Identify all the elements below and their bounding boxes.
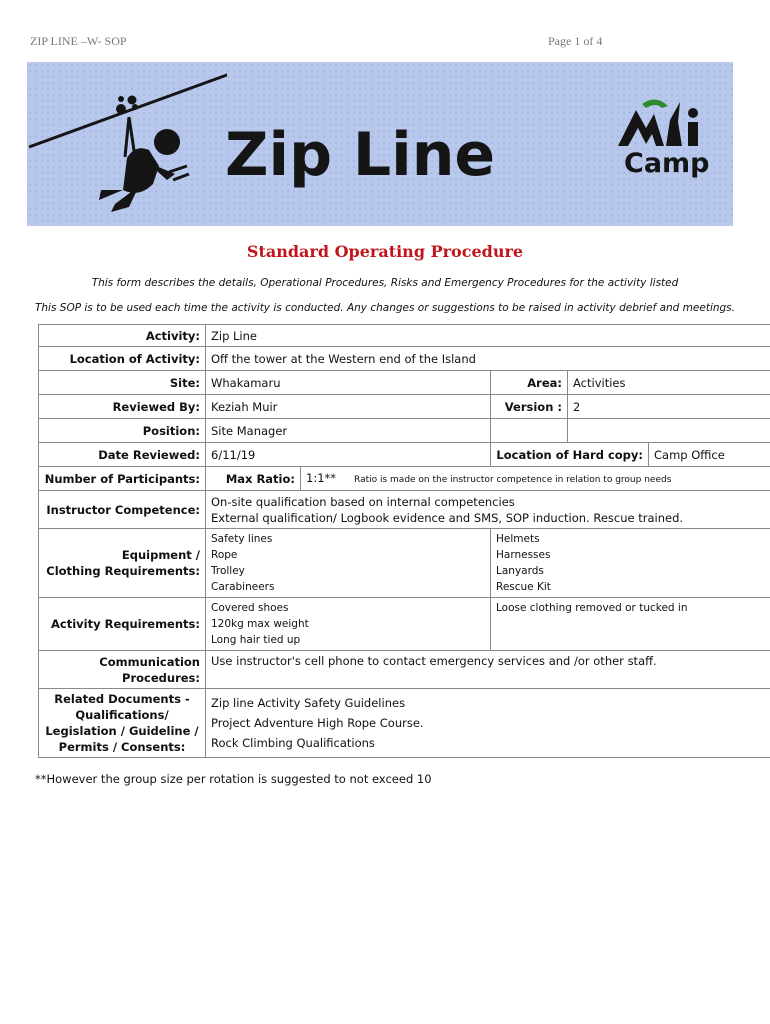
table-row-communication <box>39 651 770 689</box>
competence-label: Instructor Competence: <box>39 491 206 529</box>
list-item: Rock Climbing Qualifications <box>211 736 375 750</box>
communication-value: Use instructor's cell phone to contact emergency services and /or other staff. <box>206 651 770 689</box>
max-ratio-label: Max Ratio: <box>206 467 301 491</box>
communication-label <box>39 651 206 689</box>
related-label-line: Qualifications/ <box>75 708 169 722</box>
activity-req-list-right <box>491 598 770 651</box>
intro-line-1: This form describes the details, Operational Procedures, Risks and Emergency Procedures for the activity listed <box>91 277 679 289</box>
equipment-label-line: Equipment / <box>121 548 200 562</box>
reviewed-label: Reviewed By: <box>39 395 206 419</box>
footnote: **However the group size per rotation is suggested to not exceed 10 <box>35 772 432 786</box>
activity-label: Activity: <box>39 325 206 347</box>
related-label <box>39 689 206 758</box>
activity-value: Zip Line <box>206 325 770 347</box>
participants-label: Number of Participants: <box>39 467 206 491</box>
activity-req-label: Activity Requirements: <box>39 598 206 651</box>
sop-details-table <box>38 324 770 758</box>
list-item: Zip line Activity Safety Guidelines <box>211 696 406 710</box>
table-row-position <box>39 419 770 443</box>
camp-logo <box>612 92 717 187</box>
mi-logo-icon <box>612 92 717 152</box>
equipment-label-line: Clothing Requirements: <box>46 564 200 578</box>
competence-line: On-site qualification based on internal competencies <box>211 494 515 509</box>
list-item: Loose clothing removed or tucked in <box>496 602 688 614</box>
list-item: Rope <box>211 549 238 561</box>
equipment-label <box>39 529 206 598</box>
running-header-left: ZIP LINE –W- SOP <box>30 34 127 48</box>
related-label-line: Related Documents - <box>54 692 190 706</box>
list-item: Project Adventure High Rope Course. <box>211 716 424 730</box>
table-row-equipment <box>39 529 770 598</box>
related-label-line: Permits / Consents: <box>58 740 186 754</box>
zipline-rider-icon <box>27 62 227 226</box>
table-row-location <box>39 347 770 371</box>
version-label: Version : <box>491 395 568 419</box>
location-value: Off the tower at the Western end of the Island <box>206 347 770 371</box>
table-row-date <box>39 443 770 467</box>
table-row-activity-requirements <box>39 598 770 651</box>
date-label: Date Reviewed: <box>39 443 206 467</box>
hard-copy-label: Location of Hard copy: <box>491 443 649 467</box>
title-banner <box>27 62 733 226</box>
position-label: Position: <box>39 419 206 443</box>
empty-cell <box>568 419 770 443</box>
equipment-list-right <box>491 529 770 598</box>
equipment-list-left <box>206 529 491 598</box>
empty-cell <box>491 419 568 443</box>
list-item: Long hair tied up <box>211 634 301 646</box>
max-ratio-cell <box>301 467 770 491</box>
table-row-reviewed <box>39 395 770 419</box>
intro-line-2: This SOP is to be used each time the activity is conducted. Any changes or suggestions to be raised in activity debrief and meetings. <box>34 302 735 314</box>
hard-copy-value: Camp Office <box>649 443 770 467</box>
reviewed-value: Keziah Muir <box>206 395 491 419</box>
position-value: Site Manager <box>206 419 491 443</box>
ratio-note: Ratio is made on the instructor competence in relation to group needs <box>354 474 672 485</box>
related-label-line: Legislation / Guideline / <box>45 724 199 738</box>
list-item: Lanyards <box>496 565 544 577</box>
communication-label-line: Communication <box>99 654 200 669</box>
banner-title: Zip Line <box>225 120 496 190</box>
version-value: 2 <box>568 395 770 419</box>
max-ratio-value: 1:1** <box>306 470 337 485</box>
list-item: Carabineers <box>211 581 275 593</box>
running-header-page: Page 1 of 4 <box>548 34 603 48</box>
list-item: Trolley <box>211 565 245 577</box>
table-row-participants <box>39 467 770 491</box>
site-value: Whakamaru <box>206 371 491 395</box>
table-row-related <box>39 689 770 758</box>
table-row-activity <box>39 325 770 347</box>
area-value: Activities <box>568 371 770 395</box>
competence-line: External qualification/ Logbook evidence and SMS, SOP induction. Rescue trained. <box>211 510 684 525</box>
table-row-competence <box>39 491 770 529</box>
logo-text: Camp <box>624 148 710 179</box>
list-item: Covered shoes <box>211 602 289 614</box>
activity-req-list-left <box>206 598 491 651</box>
list-item: Harnesses <box>496 549 551 561</box>
area-label: Area: <box>491 371 568 395</box>
competence-value <box>206 491 770 529</box>
list-item: Safety lines <box>211 533 273 545</box>
list-item: Rescue Kit <box>496 581 551 593</box>
location-label: Location of Activity: <box>39 347 206 371</box>
table-row-site <box>39 371 770 395</box>
document-title: Standard Operating Procedure <box>246 242 524 261</box>
related-list <box>206 689 770 758</box>
site-label: Site: <box>39 371 206 395</box>
list-item: Helmets <box>496 533 540 545</box>
communication-label-line: Procedures: <box>122 670 200 685</box>
date-value: 6/11/19 <box>206 443 491 467</box>
list-item: 120kg max weight <box>211 618 309 630</box>
